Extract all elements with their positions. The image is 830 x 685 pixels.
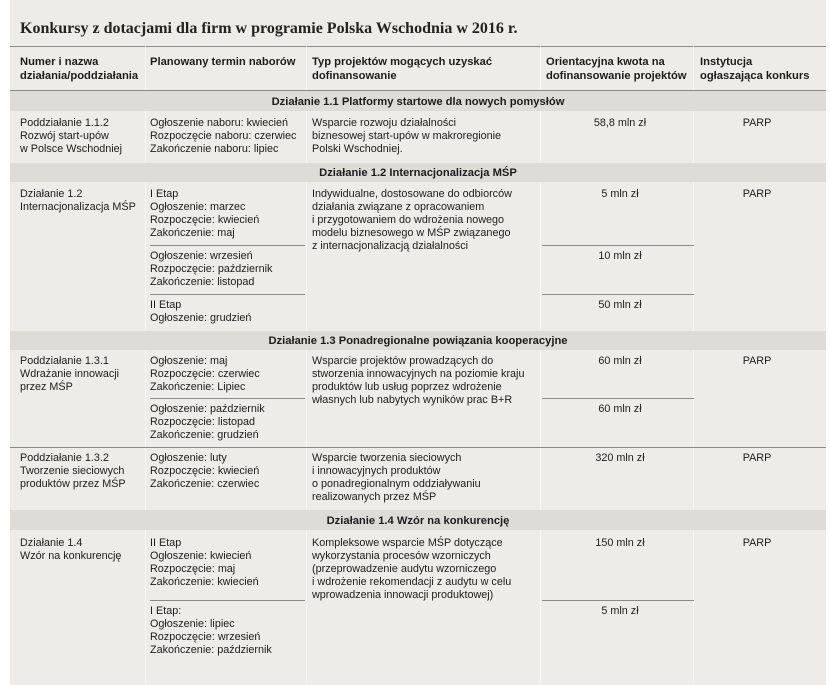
schedule: I Etap: Ogłoszenie: lipiec Rozpoczęcie: wrzesień Zakończenie: październik [150,605,272,657]
institution: PARP [742,452,772,464]
schedule: II Etap Ogłoszenie: grudzień [150,299,252,325]
row-divider [10,447,826,448]
schedule-divider [150,245,305,246]
column-divider [540,46,541,685]
amount: 5 mln zł [601,188,639,200]
schedule-divider [150,398,305,399]
amount: 320 mln zł [595,452,645,464]
project-type: Indywidualne, dostosowane do odbiorców działania związane z opracowaniem i przygotowaniem do wdrożenia nowego modelu biznesowego w MŚP związanego z internacjonalizacją działalności [312,188,512,253]
section-title-1-1: Działanie 1.1 Platformy startowe dla nowych pomysłów [271,96,565,108]
column-divider [145,46,146,685]
schedule: II Etap Ogłoszenie: kwiecień Rozpoczęcie: maj Zakończenie: kwiecień [150,537,259,589]
institution: PARP [742,188,772,200]
action-name: Poddziałanie 1.1.2 Rozwój start-upów w Polsce Wschodniej [20,117,123,156]
amount-divider [542,245,694,246]
schedule: Ogłoszenie naboru: kwiecień Rozpoczęcie naboru: czerwiec Zakończenie naboru: lipiec [150,117,297,156]
schedule-divider [150,294,305,295]
schedule-divider [150,600,305,601]
section-title-1-3: Działanie 1.3 Ponadregionalne powiązania kooperacyjne [268,335,568,347]
amount: 58,8 mln zł [593,117,647,129]
institution: PARP [742,117,772,129]
title-rule [10,46,826,47]
header-amount: Orientacyjna kwota na dofinansowanie projektów [546,56,687,82]
project-type: Kompleksowe wsparcie MŚP dotyczące wykorzystania procesów wzorniczych (przeprowadzenie audytu wzorniczego i wdrożenie rekomendacji z audytu w celu wprowadzenia innowacji produktowej) [312,537,512,602]
header-action: Numer i nazwa działania/poddziałania [20,56,139,82]
action-name: Działanie 1.2 Internacjonalizacja MŚP [20,188,136,214]
institution: PARP [742,355,772,367]
header-project-type: Typ projektów mogących uzyskać dofinansowanie [312,56,493,82]
project-type: Wsparcie tworzenia sieciowych i innowacyjnych produktów o ponadregionalnym oddziaływaniu realizowanych przez MŚP [312,452,481,504]
amount-divider [542,600,694,601]
amount: 150 mln zł [595,537,645,549]
schedule: Ogłoszenie: maj Rozpoczęcie: czerwiec Zakończenie: Lipiec [150,355,260,394]
institution: PARP [742,537,772,549]
amount: 60 mln zł [598,403,642,415]
amount-divider [542,398,694,399]
schedule: Ogłoszenie: wrzesień Rozpoczęcie: październik Zakończenie: listopad [150,250,273,289]
header-institution: Instytucja ogłaszająca konkurs [700,56,810,82]
action-name: Poddziałanie 1.3.1 Wdrażanie innowacji przez MŚP [20,355,120,394]
action-name: Działanie 1.4 Wzór na konkurencję [20,537,122,563]
header-dates: Planowany termin naborów [150,56,296,68]
project-type: Wsparcie rozwoju działalności biznesowej start-upów w makroregionie Polski Wschodniej. [312,117,502,156]
section-title-1-2: Działanie 1.2 Internacjonalizacja MŚP [319,167,517,179]
amount: 60 mln zł [598,355,642,367]
schedule: Ogłoszenie: luty Rozpoczęcie: kwiecień Zakończenie: czerwiec [150,452,260,491]
table-page [10,0,826,685]
column-divider [306,46,307,685]
project-type: Wsparcie projektów prowadzących do stworzenia innowacyjnych na poziomie kraju produktów lub usług poprzez wdrożenie własnych lub nabytych wyników prac B+R [312,355,525,407]
schedule: I Etap Ogłoszenie: marzec Rozpoczęcie: kwiecień Zakończenie: maj [150,188,260,240]
amount-divider [542,294,694,295]
table-title: Konkursy z dotacjami dla firm w programie Polska Wschodnia w 2016 r. [20,20,518,37]
amount: 5 mln zł [601,605,639,617]
amount: 50 mln zł [598,299,642,311]
amount: 10 mln zł [598,250,642,262]
section-title-1-4: Działanie 1.4 Wzór na konkurencję [326,515,510,527]
schedule: Ogłoszenie: październik Rozpoczęcie: listopad Zakończenie: grudzień [150,403,265,442]
action-name: Poddziałanie 1.3.2 Tworzenie sieciowych produktów przez MŚP [20,452,126,491]
